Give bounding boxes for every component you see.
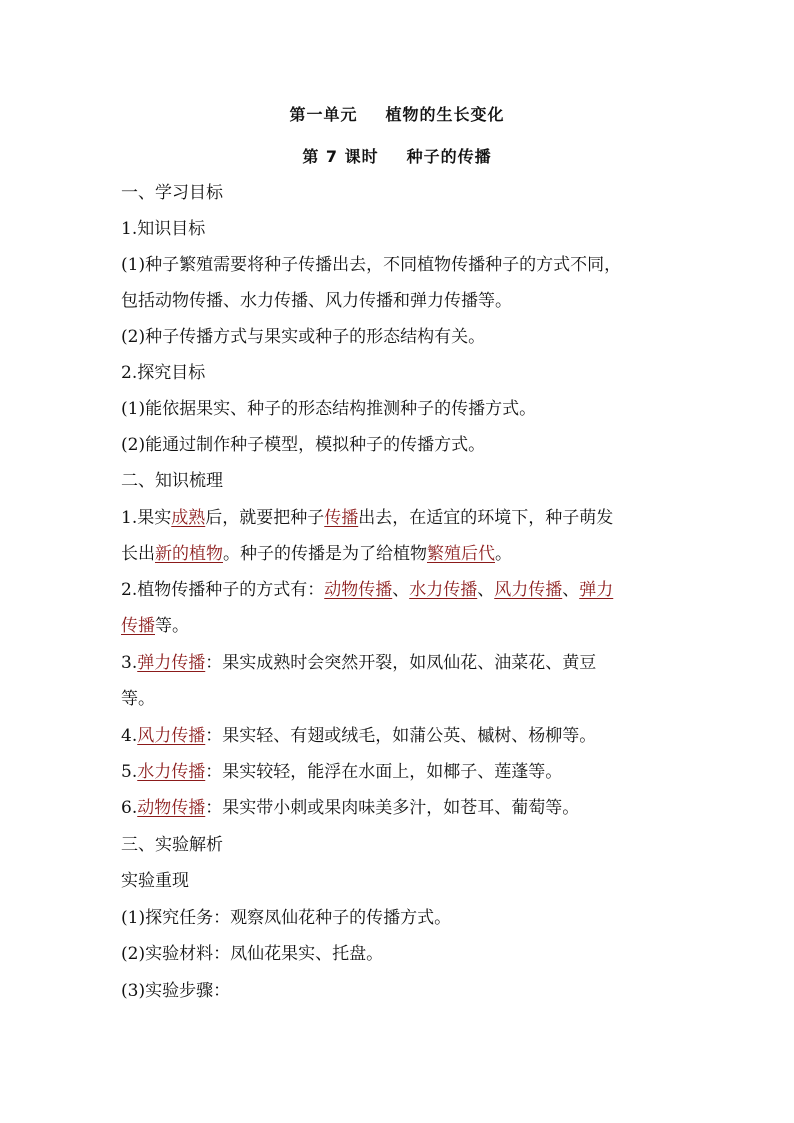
answer-blank: 动物传播 [324,580,393,600]
text-run: 5. [121,762,138,782]
answer-blank: 成熟 [171,508,206,528]
answer-blank: 传播 [121,616,155,636]
text-run: 。种子的传播是为了给植物 [223,544,427,564]
answer-blank: 风力传播 [494,580,563,600]
knowledge-item-5 [121,760,562,784]
knowledge-item-2-line-2 [121,614,189,638]
text-run: ：果实轻、有翅或绒毛，如蒲公英、槭树、杨柳等。 [205,726,597,746]
section-heading: 一、学习目标 [121,183,223,203]
text-run: 1.果实 [121,508,172,528]
paragraph-line: (2)实验材料：凤仙花果实、托盘。 [121,944,384,964]
text-run: 后，就要把种子 [205,508,325,528]
paragraph-line: (1)能依据果实、种子的形态结构推测种子的传播方式。 [121,399,537,419]
knowledge-item-6 [121,796,579,820]
answer-blank: 动物传播 [137,798,206,818]
lesson-number: 第 7 课时 [302,147,379,166]
subsection-heading: 1.知识目标 [121,219,206,239]
knowledge-item-3-line-2: 等。 [121,689,155,709]
lesson-name: 种子的传播 [406,147,492,166]
subsection-heading: 2.探究目标 [121,363,206,383]
answer-blank: 风力传播 [137,726,206,746]
text-run: ：果实较轻，能浮在水面上，如椰子、莲蓬等。 [205,762,563,782]
answer-blank: 水力传播 [137,762,206,782]
paragraph-line: (1)探究任务：观察凤仙花种子的传播方式。 [121,908,452,928]
paragraph-line: (3)实验步骤： [121,981,231,1001]
knowledge-item-1-line-2 [121,542,512,566]
unit-title [0,102,794,125]
unit-number: 第一单元 [289,105,358,124]
text-run: 长出 [121,544,155,564]
paragraph-line: (2)种子传播方式与果实或种子的形态结构有关。 [121,327,486,347]
answer-blank: 水力传播 [409,580,478,600]
unit-name: 植物的生长变化 [385,105,505,124]
separator: 、 [477,580,495,600]
separator: 、 [392,580,410,600]
knowledge-item-2-line-1 [121,578,613,602]
answer-blank: 弹力传播 [137,653,206,673]
text-run: ：果实带小刺或果肉味美多汁，如苍耳、葡萄等。 [205,798,580,818]
answer-blank: 弹力 [579,580,614,600]
section-heading: 二、知识梳理 [121,471,223,491]
knowledge-item-1-line-1 [121,506,613,530]
text-run: 出去，在适宜的环境下，种子萌发 [358,508,614,528]
answer-blank: 新的植物 [155,544,223,564]
text-run: 2.植物传播种子的方式有： [121,580,325,600]
separator: 、 [562,580,580,600]
text-run: ：果实成熟时会突然开裂，如凤仙花、油菜花、黄豆 [205,653,597,673]
paragraph-line: (1)种子繁殖需要将种子传播出去，不同植物传播种子的方式不同， [121,255,622,275]
answer-blank: 传播 [324,508,359,528]
text-run: 4. [121,726,138,746]
subsection-heading: 实验重现 [121,871,189,891]
section-heading: 三、实验解析 [121,835,223,855]
knowledge-item-4 [121,724,596,748]
text-run: 等。 [155,616,189,636]
answer-blank: 繁殖后代 [427,544,495,564]
text-run: 3. [121,653,138,673]
paragraph-line: (2)能通过制作种子模型，模拟种子的传播方式。 [121,435,486,455]
text-run: 。 [495,544,512,564]
text-run: 6. [121,798,138,818]
lesson-title [0,144,794,167]
paragraph-line: 包括动物传播、水力传播、风力传播和弹力传播等。 [121,291,512,311]
knowledge-item-3-line-1 [121,651,596,675]
